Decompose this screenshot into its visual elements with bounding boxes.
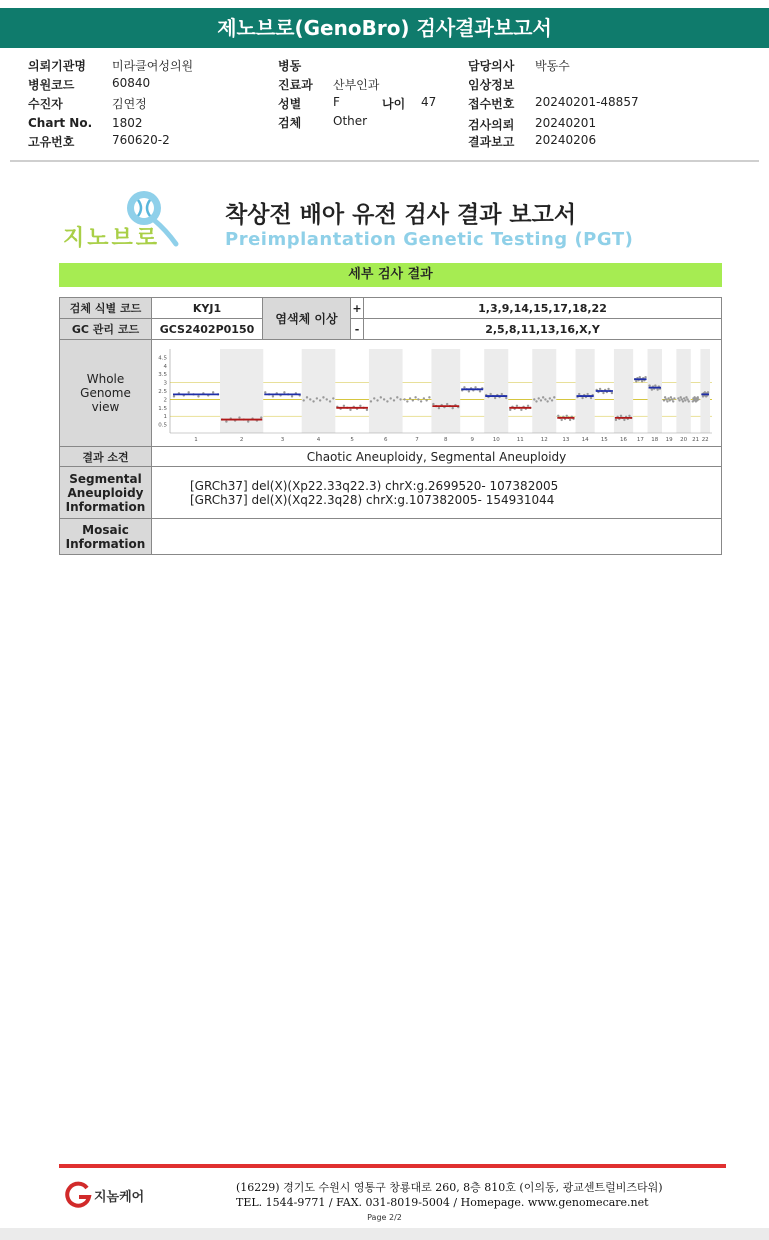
info-value: 60840 [112, 76, 151, 90]
x-tick-label: 22 [701, 437, 709, 443]
data-point [685, 396, 687, 398]
data-point [540, 399, 542, 401]
chromosome-abnormality-label: 염색체 이상 [263, 298, 351, 340]
y-tick-label: 3 [163, 380, 167, 387]
whole-genome-chart [152, 343, 720, 443]
info-label: 나이 [382, 97, 406, 111]
data-point [527, 405, 529, 407]
data-point [393, 399, 395, 401]
report-title: 착상전 배아 유전 검사 결과 보고서 [225, 202, 577, 228]
data-point [635, 380, 637, 382]
mosaic-value [152, 519, 722, 555]
data-point [648, 384, 650, 386]
data-point [677, 397, 679, 399]
data-point [326, 398, 328, 400]
data-point [590, 397, 592, 399]
chromosome-band [369, 349, 403, 433]
results-table [59, 297, 722, 555]
x-tick-label: 12 [540, 437, 548, 443]
data-point [688, 400, 690, 402]
data-point [432, 403, 434, 405]
data-point [509, 409, 511, 411]
data-point [212, 391, 214, 393]
data-point [501, 393, 503, 395]
x-tick-label: 3 [280, 437, 285, 443]
info-label: 수진자 [28, 97, 63, 111]
chromosome-band [302, 349, 336, 433]
footer-address [236, 1180, 663, 1210]
info-label: 진료과 [278, 78, 313, 92]
data-point [423, 397, 425, 399]
data-point [516, 405, 518, 407]
data-point [651, 388, 653, 390]
data-point [451, 407, 453, 409]
info-value: 미라클여성의원 [112, 59, 194, 73]
data-point [272, 395, 274, 397]
data-point [386, 400, 388, 402]
data-point [581, 397, 583, 399]
x-tick-label: 18 [651, 437, 659, 443]
data-point [679, 396, 681, 398]
x-tick-label: 1 [194, 437, 198, 443]
y-tick-label: 4 [163, 363, 167, 370]
data-point [343, 405, 345, 407]
data-point [672, 400, 674, 402]
data-point [446, 403, 448, 405]
segmental-label: Segmental Aneuploidy Information [60, 467, 152, 519]
x-tick-label: 16 [620, 437, 628, 443]
data-point [414, 396, 416, 398]
contact-line: TEL. 1544-9771 / FAX. 031-8019-5004 / Homepage. www.genomecare.net [236, 1196, 649, 1209]
data-point [569, 419, 571, 421]
data-point [560, 419, 562, 421]
y-tick-label: 3.5 [158, 372, 167, 379]
data-point [312, 400, 314, 402]
page-number: Page 2/2 [367, 1213, 402, 1222]
data-point [238, 416, 240, 418]
data-point [187, 391, 189, 393]
info-label: 병동 [278, 59, 302, 73]
data-point [291, 395, 293, 397]
specimen-code-label: 검체 식별 코드 [60, 298, 152, 319]
chromosome-band [576, 349, 595, 433]
data-point [673, 397, 675, 399]
data-point [264, 391, 266, 393]
data-point [683, 397, 685, 399]
gain-sign: + [351, 298, 364, 319]
data-point [557, 415, 559, 417]
data-point [641, 380, 643, 382]
info-value: 20240201 [535, 116, 597, 130]
data-point [366, 409, 368, 411]
x-tick-label: 13 [562, 437, 570, 443]
chromosome-band [648, 349, 662, 433]
chromosome-band [700, 349, 710, 433]
info-label: Chart No. [28, 116, 93, 130]
footer-divider [59, 1164, 726, 1168]
data-point [463, 386, 465, 388]
data-point [505, 397, 507, 399]
x-tick-label: 21 [692, 437, 700, 443]
info-label: 임상정보 [468, 78, 515, 92]
x-tick-label: 6 [384, 437, 388, 443]
x-tick-label: 20 [680, 437, 688, 443]
finding-value: Chaotic Aneuploidy, Segmental Aneuploidy [152, 447, 722, 467]
data-point [438, 407, 440, 409]
info-value: 20240201-48857 [535, 95, 639, 109]
info-label: 담당의사 [468, 59, 515, 73]
x-tick-label: 11 [516, 437, 524, 443]
y-tick-label: 2 [163, 397, 167, 404]
data-point [425, 399, 427, 401]
genobro-logo-text: 지노브로 [63, 226, 161, 251]
info-value: 760620-2 [112, 133, 170, 147]
data-point [322, 396, 324, 398]
data-point [489, 393, 491, 395]
gc-code-label: GC 관리 코드 [60, 319, 152, 340]
y-tick-label: 1.5 [158, 405, 167, 412]
data-point [383, 398, 385, 400]
data-point [412, 399, 414, 401]
data-point [566, 415, 568, 417]
data-point [247, 420, 249, 422]
y-tick-label: 4.5 [158, 355, 167, 362]
x-tick-label: 2 [239, 437, 244, 443]
data-point [306, 396, 308, 398]
finding-label: 결과 소견 [60, 447, 152, 467]
data-point [535, 400, 537, 402]
data-point [396, 396, 398, 398]
info-value: 산부인과 [333, 78, 380, 92]
data-point [697, 398, 699, 400]
x-tick-label: 19 [665, 437, 673, 443]
data-point [380, 396, 382, 398]
data-point [670, 396, 672, 398]
data-point [665, 398, 667, 400]
data-point [707, 391, 709, 393]
info-value: 20240206 [535, 133, 597, 147]
data-point [639, 376, 641, 378]
data-point [359, 405, 361, 407]
data-point [316, 397, 318, 399]
info-label: 의뢰기관명 [28, 59, 86, 73]
data-point [607, 388, 609, 390]
report-subtitle: Preimplantation Genetic Testing (PGT) [225, 229, 634, 250]
info-label: 고유번호 [28, 135, 75, 149]
data-point [403, 398, 405, 400]
data-point [551, 399, 553, 401]
data-point [428, 396, 430, 398]
info-value: 1802 [112, 116, 143, 130]
chromosome-band [532, 349, 556, 433]
data-point [474, 386, 476, 388]
data-point [283, 391, 285, 393]
data-point [664, 396, 666, 398]
report-header-title: 제노브로(GenoBro) 검사결과보고서 [0, 8, 769, 48]
y-tick-label: 0.5 [158, 422, 167, 429]
data-point [544, 398, 546, 400]
genome-chart-cell [152, 340, 722, 447]
segmental-line: [GRCh37] del(X)(Xq22.3q28) chrX:g.107382005- 154931044 [190, 492, 555, 507]
loss-chromosomes: 2,5,8,11,13,16,X,Y [364, 319, 722, 340]
chromosome-band [676, 349, 690, 433]
gc-code-value: GCS2402P0150 [152, 319, 263, 340]
data-point [173, 395, 175, 397]
data-point [468, 390, 470, 392]
info-value: 47 [421, 95, 437, 109]
data-point [656, 388, 658, 390]
info-label: 검체 [278, 116, 302, 130]
header-divider [10, 160, 759, 162]
data-point [197, 395, 199, 397]
data-point [586, 393, 588, 395]
data-point [549, 397, 551, 399]
data-point [420, 400, 422, 402]
data-point [669, 399, 671, 401]
data-point [376, 399, 378, 401]
data-point [520, 409, 522, 411]
data-point [615, 419, 617, 421]
x-tick-label: 10 [492, 437, 500, 443]
data-point [666, 400, 668, 402]
chromosome-band [484, 349, 508, 433]
data-point [399, 398, 401, 400]
info-value: F [333, 95, 340, 109]
data-point [225, 420, 227, 422]
data-point [644, 376, 646, 378]
whole-genome-label: Whole Genome view [60, 340, 152, 447]
data-point [370, 400, 372, 402]
y-tick-label: 2.5 [158, 389, 167, 395]
data-point [417, 398, 419, 400]
data-point [628, 415, 630, 417]
info-value: Other [333, 114, 368, 128]
x-tick-label: 5 [350, 437, 354, 443]
x-tick-label: 7 [415, 437, 419, 443]
data-point [409, 397, 411, 399]
data-point [553, 396, 555, 398]
section-title: 세부 검사 결과 [59, 263, 722, 287]
specimen-code-value: KYJ1 [152, 298, 263, 319]
data-point [309, 398, 311, 400]
x-tick-label: 14 [581, 437, 589, 443]
info-label: 성별 [278, 97, 302, 111]
info-label: 접수번호 [468, 97, 515, 111]
x-tick-label: 15 [600, 437, 608, 443]
data-point [681, 398, 683, 400]
info-label: 병원코드 [28, 78, 75, 92]
data-point [599, 388, 601, 390]
data-point [373, 397, 375, 399]
address-line: (16229) 경기도 수원시 영통구 창룡대로 260, 8층 810호 (이의동, 광교센트럴비즈타워) [236, 1181, 663, 1194]
data-point [538, 397, 540, 399]
data-point [678, 399, 680, 401]
x-tick-label: 17 [636, 437, 644, 443]
info-label: 결과보고 [468, 135, 515, 149]
data-point [542, 396, 544, 398]
data-point [494, 397, 496, 399]
info-value: 박동수 [535, 59, 570, 73]
data-point [479, 390, 481, 392]
data-point [602, 392, 604, 394]
data-point [663, 399, 665, 401]
info-value: 김연정 [112, 97, 147, 111]
data-point [332, 397, 334, 399]
data-point [302, 399, 304, 401]
data-point [319, 399, 321, 401]
genomecare-logo-text: 지놈케어 [94, 1190, 145, 1205]
segmental-line: [GRCh37] del(X)(Xp22.33q22.3) chrX:g.2699520- 107382005 [190, 478, 559, 493]
x-tick-label: 4 [316, 437, 321, 443]
mosaic-label: Mosaic Information [60, 519, 152, 555]
info-label: 검사의뢰 [468, 118, 515, 132]
data-point [329, 400, 331, 402]
data-point [623, 419, 625, 421]
y-tick-label: 1 [163, 414, 167, 421]
x-tick-label: 9 [470, 437, 474, 443]
data-point [654, 384, 656, 386]
chromosome-band [431, 349, 460, 433]
data-point [349, 409, 351, 411]
segmental-info [152, 467, 722, 519]
data-point [667, 397, 669, 399]
data-point [406, 400, 408, 402]
data-point [389, 397, 391, 399]
data-point [611, 392, 613, 394]
x-tick-label: 8 [444, 437, 448, 443]
data-point [533, 398, 535, 400]
data-point [578, 393, 580, 395]
loss-sign: - [351, 319, 364, 340]
gain-chromosomes: 1,3,9,14,15,17,18,22 [364, 298, 722, 319]
genomecare-logo-icon [65, 1181, 93, 1209]
data-point [546, 400, 548, 402]
data-point [620, 415, 622, 417]
data-point [260, 416, 262, 418]
data-point [682, 400, 684, 402]
data-point [671, 398, 673, 400]
data-point [686, 398, 688, 400]
data-point [684, 399, 686, 401]
